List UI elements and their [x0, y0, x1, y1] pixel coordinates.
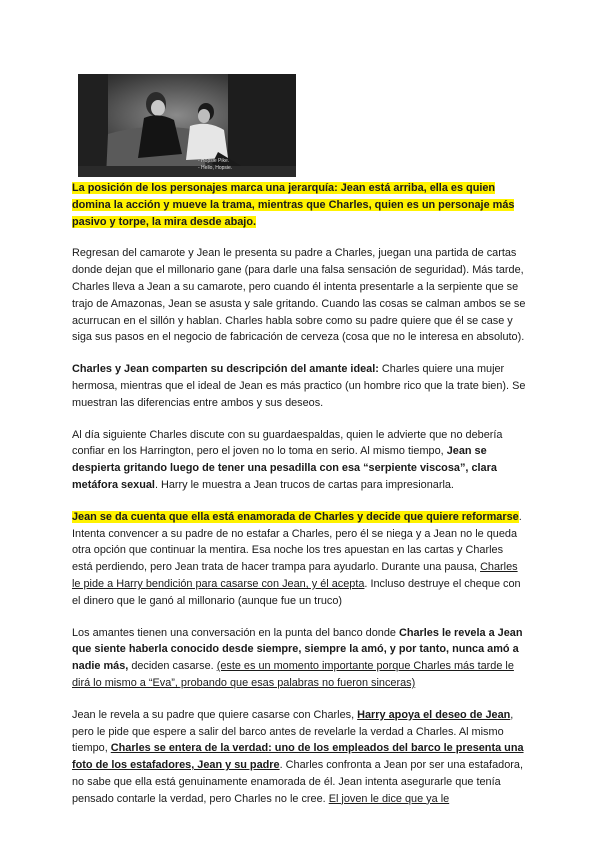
- subtitle-line-2: - Hello, Hopsie.: [198, 165, 233, 171]
- highlighted-bold-text: La posición de los personajes marca una jerarquía: Jean está arriba, ella es quien domina la acción y mueve la trama, mientras que Charles, quien es un personaje más pasivo y torpe, la mira desde abajo.: [72, 182, 515, 228]
- subtitle-line-1: - Hopsie Pike.: [198, 158, 230, 164]
- bold-text: Charles le revela a Jean que siente haberla conocido desde siempre, siempre la amó, y por tanto, nunca amó a nadie más,: [72, 626, 523, 673]
- paragraph-1: [72, 180, 526, 230]
- underlined-bold-text: Charles se entera de la verdad: uno de los empleados del barco le presenta una foto de los estafadores, Jean y su padre: [72, 742, 524, 772]
- underlined-bold-text: Harry apoya el deseo de Jean: [357, 708, 511, 721]
- paragraph-3: [72, 361, 526, 411]
- underlined-text: Charles le pide a Harry bendición para casarse con Jean, y él acepta: [72, 561, 518, 590]
- paragraph-text: Jean le revela a su padre que quiere casarse con Charles,: [72, 708, 358, 721]
- paragraph-text: Al día siguiente Charles discute con su guardaespaldas, quien le advierte que no debería confiar en los Harrington, pero el joven no lo toma en serio. Al mismo tiempo,: [72, 428, 503, 458]
- paragraph-6: [72, 625, 526, 692]
- paragraph-text: Los amantes tienen una conversación en la punta del banco donde: [72, 626, 399, 639]
- paragraph-text: . Harry le muestra a Jean trucos de cartas para impresionarla.: [154, 478, 454, 491]
- document-body: [72, 180, 526, 823]
- bold-text: Jean se despierta gritando luego de tener una pesadilla con esa “serpiente viscosa”, clara metáfora sexual: [72, 445, 497, 491]
- paragraph-text: . Incluso destruye el cheque con el dinero que le ganó al millonario (aunque fue un truco): [72, 577, 521, 607]
- paragraph-text: deciden casarse.: [128, 660, 217, 673]
- highlighted-bold-text: Jean se da cuenta que ella está enamorada de Charles y decide que quiere reformarse: [72, 510, 519, 523]
- paragraph-2: [72, 245, 526, 346]
- paragraph-5: [72, 509, 526, 610]
- paragraph-text: Charles quiere una mujer hermosa, mientras que el ideal de Jean es más practico (un hombre rico que la trate bien). Se muestran las diferencias entre ambos y sus deseos.: [72, 363, 526, 409]
- underlined-text: El joven le dice que ya le: [328, 792, 450, 805]
- paragraph-text: . Intenta convencer a su padre de no estafar a Charles, pero él se niega y a Jean no le queda otra opción que continuar la mentira. Esa noche los tres apuestan en las cartas y Charles está perdiendo, pero Jean trata de hacer trampa para ayudarlo. Durante una pausa,: [72, 510, 522, 574]
- paragraph-text: , pero le pide que espere a salir del barco antes de revelarle la verdad a Charles. Al mismo tiempo,: [72, 708, 514, 755]
- paragraph-text: . Charles confronta a Jean por ser una estafadora, no sabe que ella está genuinamente enamorada de él. Jean intenta asegurarle que tenía pensado contarle la verdad, pero Charles no le cree.: [72, 759, 523, 805]
- film-still-image: [78, 74, 296, 177]
- paragraph-4: [72, 427, 526, 494]
- film-scene-illustration: [78, 74, 296, 177]
- paragraph-text: Regresan del camarote y Jean le presenta su padre a Charles, juegan una partida de cartas donde dejan que el millonario gane (para darle una falsa sensación de seguridad). Más tarde, Charles lleva a Jean a su camarote, pero cuando él intenta presentarle a la serpiente que se trajo de Amazonas, Jean se asusta y sale gritando. Cuando las cosas se calman ambos se se acurrucan en el sillón y hablan. Charles habla sobre como su padre quiere que él se case y siga sus pasos en el negocio de fabricación de cerveza (cosa que no le interesa en absoluto).: [72, 247, 526, 344]
- paragraph-7: [72, 707, 526, 808]
- bold-text: Charles y Jean comparten su descripción del amante ideal:: [72, 363, 379, 376]
- underlined-text: (este es un momento importante porque Charles más tarde le dirá lo mismo a “Eva”, probando que esas palabras no fueron sinceras): [72, 660, 514, 689]
